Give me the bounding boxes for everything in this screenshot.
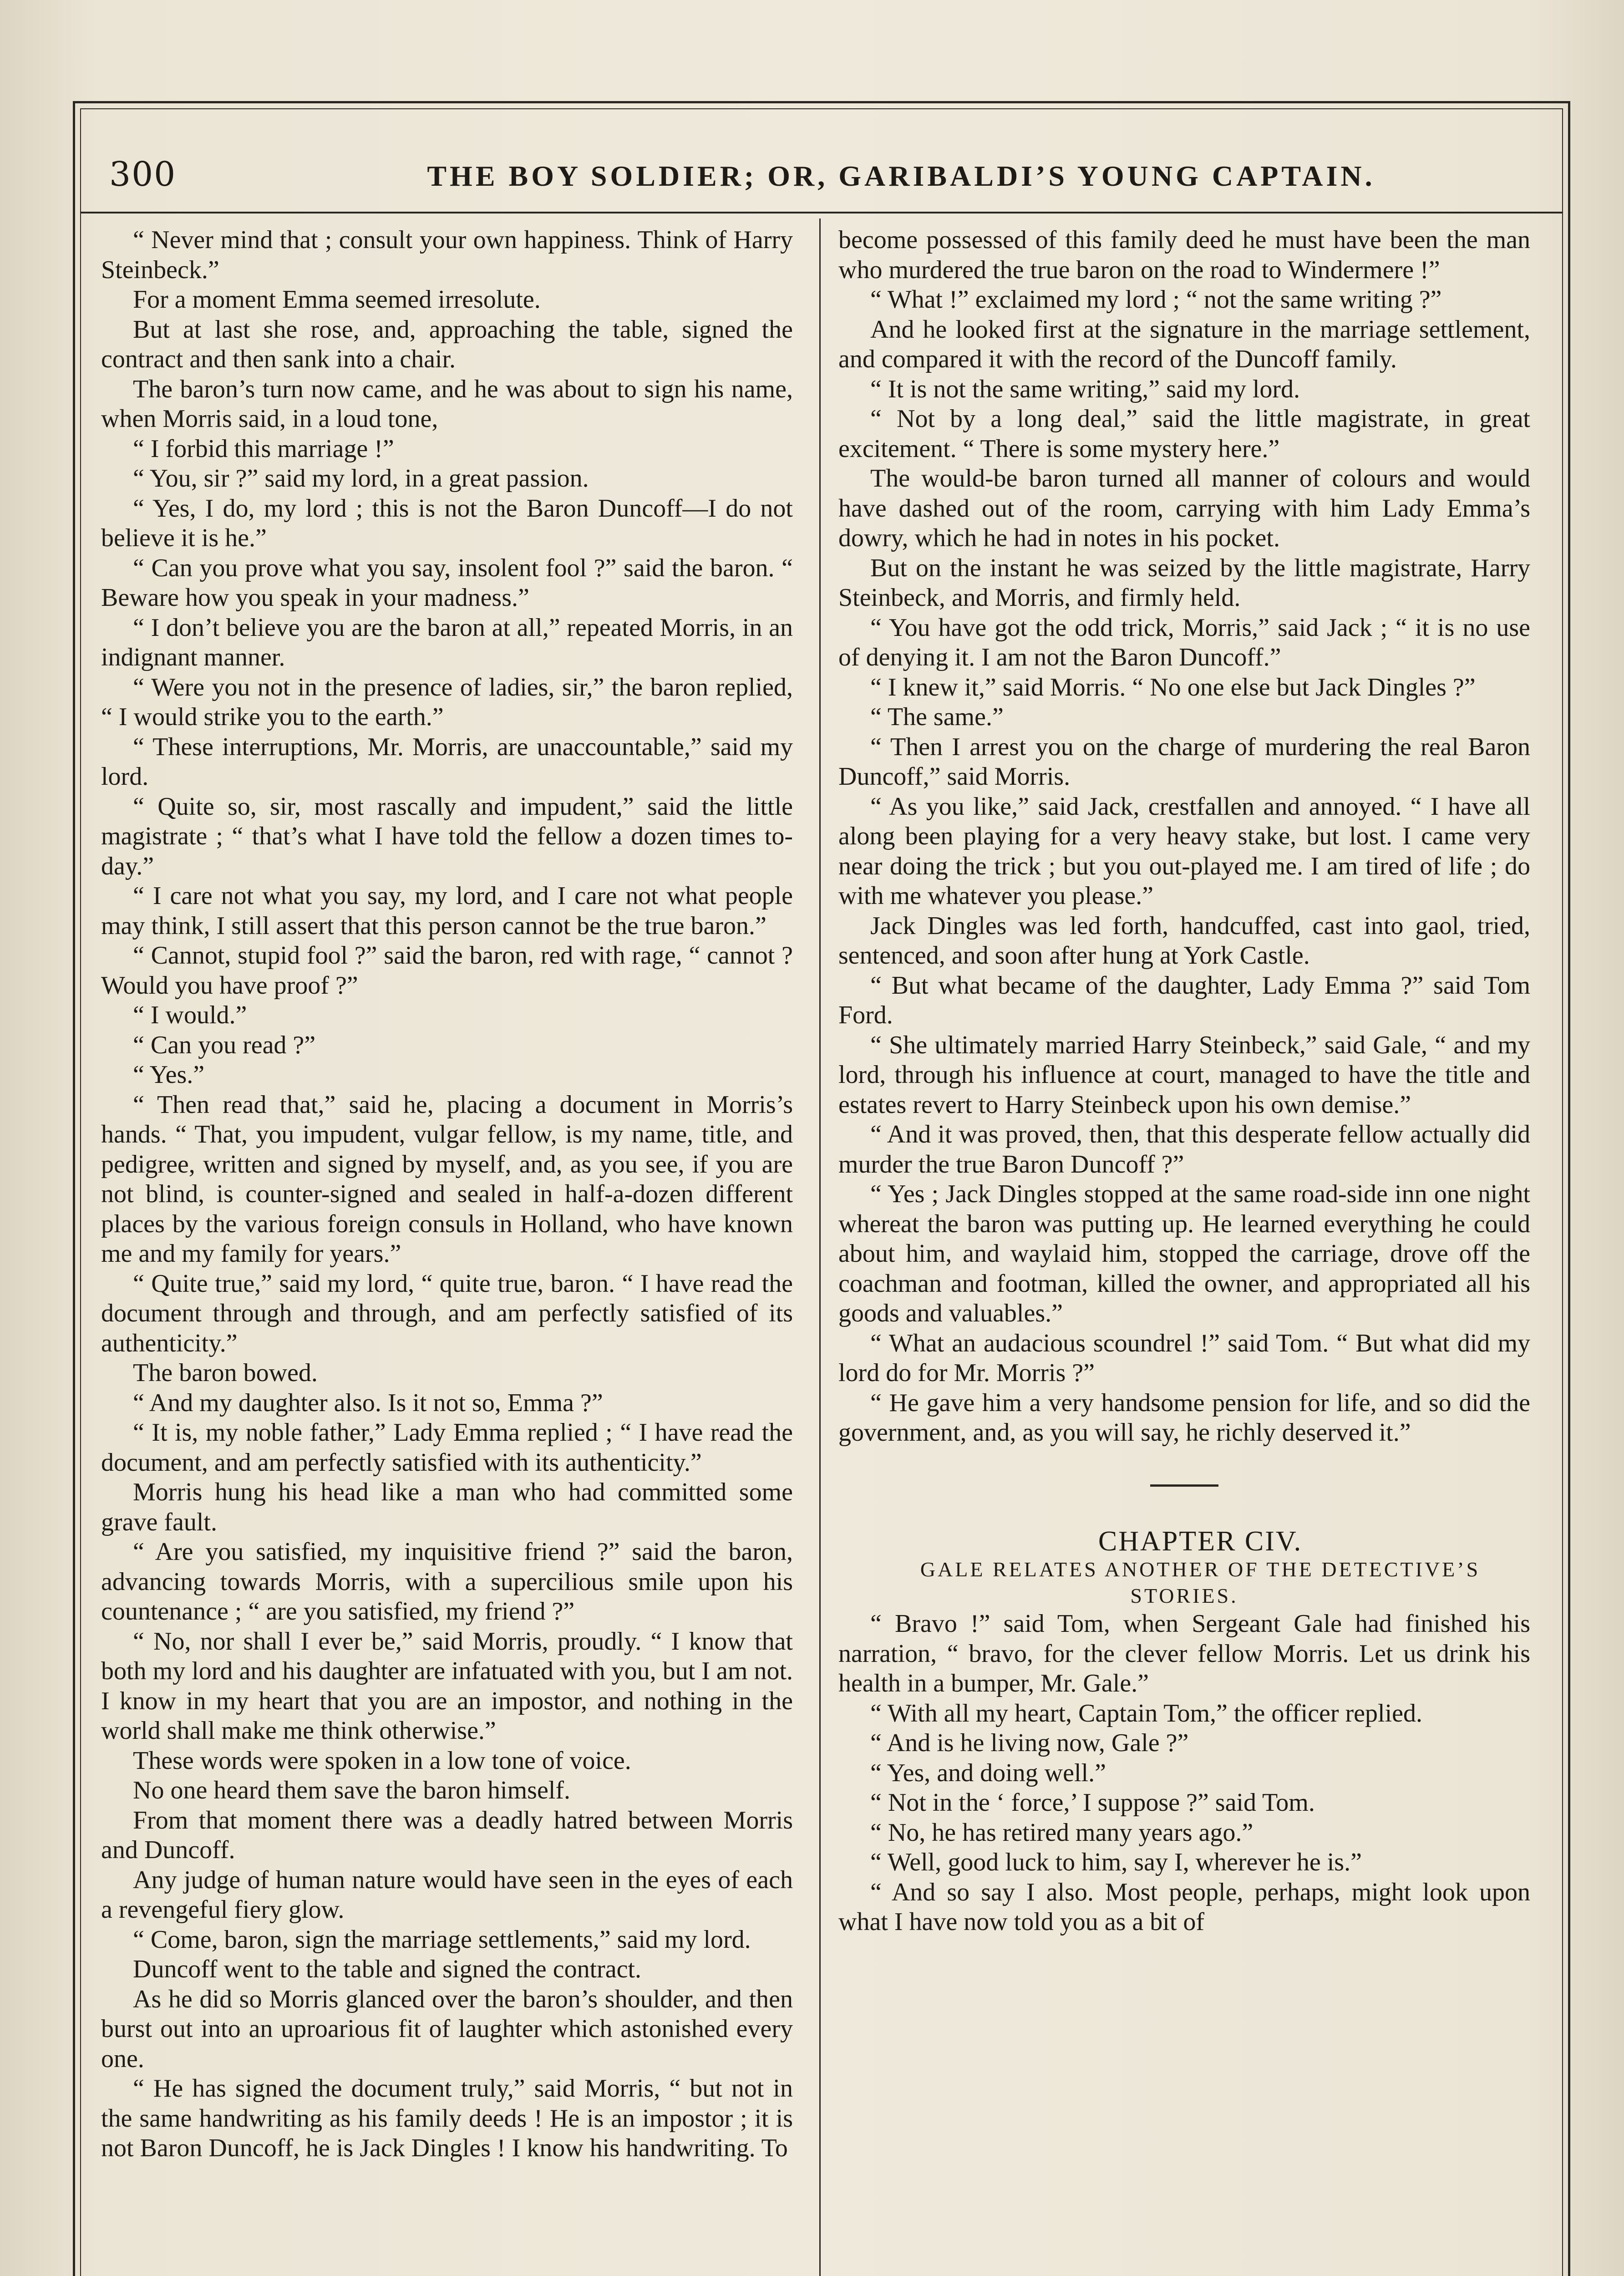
chapter-subheading: GALE RELATES ANOTHER OF THE DETECTIVE’S STORIES.: [920, 1558, 1481, 1607]
header-rule: [80, 212, 1563, 213]
paragraph: “ He gave him a very handsome pension for life, and so did the government, and, as you will say, he richly deserved it.”: [838, 1388, 1530, 1447]
left-column: [101, 225, 793, 2276]
paragraph: “ And it was proved, then, that this desperate fellow actually did murder the true Baron Duncoff ?”: [838, 1120, 1530, 1179]
paragraph: “ Cannot, stupid fool ?” said the baron, red with rage, “ cannot ? Would you have proof ?”: [101, 941, 793, 1000]
chapter-heading: CHAPTER CIV.: [1098, 1525, 1303, 1557]
page-header: [105, 150, 1552, 205]
paragraph: “ It is, my noble father,” Lady Emma replied ; “ I have read the document, and am perfectly satisfied with its authenticity.”: [101, 1418, 793, 1477]
paragraph: The baron’s turn now came, and he was about to sign his name, when Morris said, in a loud tone,: [101, 375, 793, 433]
paragraph: As he did so Morris glanced over the baron’s shoulder, and then burst out into an uproarious fit of laughter which astonished every one.: [101, 1985, 793, 2073]
paragraph: From that moment there was a deadly hatred between Morris and Duncoff.: [101, 1806, 793, 1864]
paragraph: “ You, sir ?” said my lord, in a great passion.: [133, 464, 589, 493]
paragraph: “ Yes, I do, my lord ; this is not the Baron Duncoff—I do not believe it is he.”: [101, 494, 793, 552]
paragraph: “ I forbid this marriage !”: [133, 434, 394, 463]
paragraph: “ No, nor shall I ever be,” said Morris, proudly. “ I know that both my lord and his daughter are infatuated with you, but I am not. I know in my heart that you are an impostor, and nothing in the world shall make me think otherwise.”: [101, 1627, 793, 1745]
paragraph: “ The same.”: [870, 703, 1004, 731]
paragraph: “ I don’t believe you are the baron at all,” repeated Morris, in an indignant manner.: [101, 613, 793, 671]
paragraph: But on the instant he was seized by the little magistrate, Harry Steinbeck, and Morris, and firmly held.: [838, 554, 1530, 612]
paragraph: “ And so say I also. Most people, perhaps, might look upon what I have now told you as a bit of: [838, 1878, 1530, 1936]
paragraph: Any judge of human nature would have seen in the eyes of each a revengeful fiery glow.: [101, 1865, 793, 1924]
paragraph: “ I knew it,” said Morris. “ No one else but Jack Dingles ?”: [870, 673, 1476, 701]
paragraph: For a moment Emma seemed irresolute.: [133, 285, 541, 314]
paragraph: “ I care not what you say, my lord, and I care not what people may think, I still assert that this person cannot be the true baron.”: [101, 882, 793, 940]
paragraph: “ Quite true,” said my lord, “ quite true, baron. “ I have read the document through and through, and am perfectly satisfied of its authenticity.”: [101, 1269, 793, 1357]
paragraph: “ Bravo !” said Tom, when Sergeant Gale had finished his narration, “ bravo, for the clever fellow Morris. Let us drink his health in a bumper, Mr. Gale.”: [838, 1610, 1530, 1697]
paragraph: “ Yes.”: [133, 1061, 205, 1089]
paragraph: “ Were you not in the presence of ladies, sir,” the baron replied, “ I would strike you to the earth.”: [101, 673, 793, 731]
page-number: 300: [109, 155, 177, 194]
paragraph: But at last she rose, and, approaching the table, signed the contract and then sank into a chair.: [101, 315, 793, 373]
paragraph: “ Can you prove what you say, insolent fool ?” said the baron. “ Beware how you speak in your madness.”: [101, 554, 793, 612]
paragraph: “ Well, good luck to him, say I, wherever he is.”: [870, 1848, 1362, 1876]
paragraph: “ As you like,” said Jack, crestfallen and annoyed. “ I have all along been playing for a very heavy stake, but lost. I came very near doing the trick ; but you out-played me. I am tired of life ; do with me whatever you please.”: [838, 792, 1530, 910]
paragraph: “ These interruptions, Mr. Morris, are unaccountable,” said my lord.: [101, 732, 793, 791]
paragraph: These words were spoken in a low tone of voice.: [133, 1746, 631, 1775]
paragraph: “ Then read that,” said he, placing a document in Morris’s hands. “ That, you impudent, vulgar fellow, is my name, title, and pedigree, written and signed by myself, and, as you see, if you are not blind, is counter-signed and sealed in half-a-dozen different places by the various foreign consuls in Holland, who have known me and my family for years.”: [101, 1090, 793, 1268]
paragraph: The baron bowed.: [133, 1359, 318, 1387]
paragraph: “ I would.”: [133, 1001, 247, 1029]
running-title: THE BOY SOLDIER; OR, GARIBALDI’S YOUNG CAPTAIN.: [427, 160, 1375, 192]
paragraph: “ Not by a long deal,” said the little magistrate, in great excitement. “ There is some mystery here.”: [838, 405, 1530, 463]
paragraph: “ Never mind that ; consult your own happiness. Think of Harry Steinbeck.”: [101, 226, 793, 284]
column-divider: [819, 218, 821, 2276]
paragraph: No one heard them save the baron himself.: [133, 1776, 571, 1804]
paragraph: “ Then I arrest you on the charge of murdering the real Baron Duncoff,” said Morris.: [838, 732, 1530, 791]
paragraph: “ With all my heart, Captain Tom,” the officer replied.: [870, 1699, 1422, 1727]
paragraph: Duncoff went to the table and signed the contract.: [133, 1955, 642, 1983]
paragraph: “ Yes, and doing well.”: [870, 1758, 1106, 1787]
section-rule: [1150, 1484, 1218, 1487]
paragraph: “ Can you read ?”: [133, 1031, 316, 1059]
paragraph: “ Come, baron, sign the marriage settlements,” said my lord.: [133, 1925, 751, 1954]
paragraph: “ What !” exclaimed my lord ; “ not the same writing ?”: [870, 285, 1442, 314]
paragraph: “ And my daughter also. Is it not so, Emma ?”: [133, 1388, 603, 1417]
paragraph: “ You have got the odd trick, Morris,” said Jack ; “ it is no use of denying it. I am not the Baron Duncoff.”: [838, 613, 1530, 671]
paragraph: “ Not in the ‘ force,’ I suppose ?” said Tom.: [870, 1788, 1315, 1817]
paragraph: “ He has signed the document truly,” said Morris, “ but not in the same handwriting as his family deeds ! He is an impostor ; it is not Baron Duncoff, he is Jack Dingles ! I know his handwriting. To: [101, 2074, 793, 2162]
paragraph: The would-be baron turned all manner of colours and would have dashed out of the room, carrying with him Lady Emma’s dowry, which he had in notes in his pocket.: [838, 464, 1530, 552]
paragraph: And he looked first at the signature in the marriage settlement, and compared it with the record of the Duncoff family.: [838, 315, 1530, 373]
right-column: [838, 225, 1530, 2276]
paragraph: “ She ultimately married Harry Steinbeck,” said Gale, “ and my lord, through his influence at court, managed to have the title and estates revert to Harry Steinbeck upon his own demise.”: [838, 1031, 1530, 1119]
paragraph: “ Yes ; Jack Dingles stopped at the same road-side inn one night whereat the baron was putting up. He learned everything he could about him, and waylaid him, stopped the carriage, drove off the coachman and footman, killed the owner, and appropriated all his goods and valuables.”: [838, 1180, 1530, 1327]
paragraph: “ But what became of the daughter, Lady Emma ?” said Tom Ford.: [838, 971, 1530, 1029]
paragraph: Morris hung his head like a man who had committed some grave fault.: [101, 1478, 793, 1536]
paragraph: “ It is not the same writing,” said my lord.: [870, 375, 1300, 403]
paragraph: become possessed of this family deed he must have been the man who murdered the true baron on the road to Windermere !”: [838, 226, 1530, 284]
paragraph: “ No, he has retired many years ago.”: [870, 1818, 1254, 1847]
paragraph: “ What an audacious scoundrel !” said Tom. “ But what did my lord do for Mr. Morris ?”: [838, 1329, 1530, 1387]
paragraph: Jack Dingles was led forth, handcuffed, cast into gaol, tried, sentenced, and soon after hung at York Castle.: [838, 911, 1530, 970]
paragraph: “ Quite so, sir, most rascally and impudent,” said the little magistrate ; “ that’s what I have told the fellow a dozen times to-day.”: [101, 792, 793, 880]
paragraph: “ Are you satisfied, my inquisitive friend ?” said the baron, advancing towards Morris, with a supercilious smile upon his countenance ; “ are you satisfied, my friend ?”: [101, 1538, 793, 1626]
paragraph: “ And is he living now, Gale ?”: [870, 1729, 1189, 1757]
